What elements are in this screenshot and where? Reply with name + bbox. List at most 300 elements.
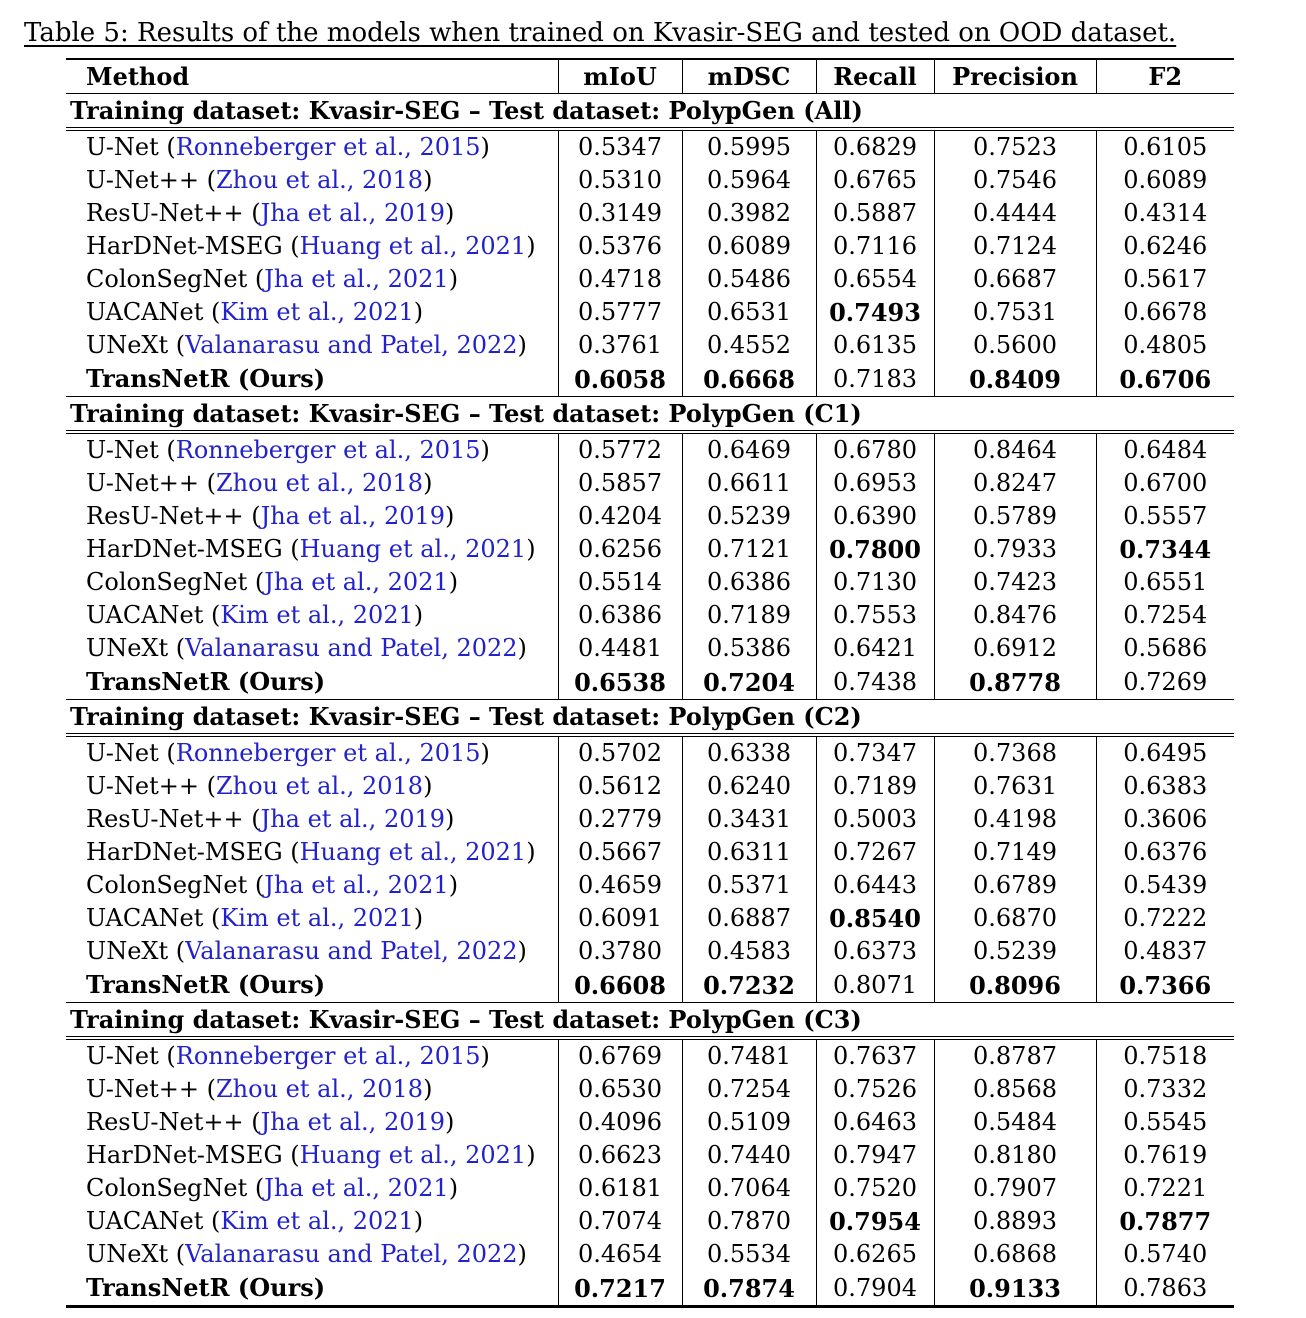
method-cell (66, 362, 558, 397)
value-cell: 0.7121 (682, 533, 816, 566)
value-cell: 0.6463 (816, 1106, 934, 1139)
value-cell: 0.7221 (1096, 1172, 1234, 1205)
method-name: UNeXt (86, 331, 169, 359)
method-name: U-Net++ (86, 166, 199, 194)
value-cell: 0.7637 (816, 1038, 934, 1073)
value-cell: 0.6240 (682, 770, 816, 803)
value-cell: 0.6469 (682, 432, 816, 467)
table-row (66, 869, 1234, 902)
value-cell: 0.5964 (682, 164, 816, 197)
value-cell: 0.5702 (558, 735, 682, 770)
section-header: Training dataset: Kvasir-SEG – Test dataset: PolypGen (C1) (66, 397, 1234, 433)
value-cell: 0.5371 (682, 869, 816, 902)
method-name: UACANet (86, 904, 204, 932)
value-cell: 0.4659 (558, 869, 682, 902)
method-name: U-Net (86, 133, 159, 161)
method-cell: UNeXt (Valanarasu and Patel, 2022) (86, 937, 527, 965)
method-name: U-Net (86, 739, 159, 767)
value-cell: 0.7267 (816, 836, 934, 869)
value-cell: 0.6386 (558, 599, 682, 632)
value-cell: 0.8778 (934, 665, 1096, 700)
table-header (66, 59, 1234, 94)
value-cell: 0.5789 (934, 500, 1096, 533)
table-row (66, 1238, 1234, 1271)
value-cell: 0.6091 (558, 902, 682, 935)
table-row (66, 329, 1234, 362)
method-cell: HarDNet-MSEG (Huang et al., 2021) (86, 838, 536, 866)
value-cell: 0.2779 (558, 803, 682, 836)
value-cell: 0.7347 (816, 735, 934, 770)
value-cell: 0.3431 (682, 803, 816, 836)
citation-link[interactable]: Valanarasu and Patel, 2022 (185, 634, 518, 662)
value-cell: 0.7124 (934, 230, 1096, 263)
method-name: ColonSegNet (86, 871, 248, 899)
value-cell: 0.9133 (934, 1271, 1096, 1307)
value-cell: 0.7149 (934, 836, 1096, 869)
section-header: Training dataset: Kvasir-SEG – Test dataset: PolypGen (C3) (66, 1003, 1234, 1039)
value-cell: 0.7954 (816, 1205, 934, 1238)
method-name: TransNetR (Ours) (86, 667, 326, 696)
value-cell: 0.7344 (1096, 533, 1234, 566)
value-cell: 0.6443 (816, 869, 934, 902)
method-cell: U-Net (Ronneberger et al., 2015) (86, 1042, 490, 1070)
value-cell: 0.5686 (1096, 632, 1234, 665)
citation-link[interactable]: Jha et al., 2019 (260, 1108, 446, 1136)
value-cell: 0.3780 (558, 935, 682, 968)
value-cell: 0.7332 (1096, 1073, 1234, 1106)
method-cell: U-Net (Ronneberger et al., 2015) (86, 739, 490, 767)
value-cell: 0.8476 (934, 599, 1096, 632)
method-cell: UACANet (Kim et al., 2021) (86, 1207, 424, 1235)
method-name: UACANet (86, 1207, 204, 1235)
value-cell: 0.3149 (558, 197, 682, 230)
citation-link[interactable]: Jha et al., 2021 (264, 568, 449, 596)
table-row (66, 500, 1234, 533)
method-name: HarDNet-MSEG (86, 535, 283, 563)
citation-link[interactable]: Ronneberger et al., 2015 (175, 739, 481, 767)
value-cell: 0.7481 (682, 1038, 816, 1073)
value-cell: 0.5486 (682, 263, 816, 296)
value-cell: 0.5667 (558, 836, 682, 869)
value-cell: 0.6668 (682, 362, 816, 397)
value-cell: 0.7553 (816, 599, 934, 632)
value-cell: 0.8409 (934, 362, 1096, 397)
value-cell: 0.6554 (816, 263, 934, 296)
value-cell: 0.6769 (558, 1038, 682, 1073)
value-cell: 0.7366 (1096, 968, 1234, 1003)
value-cell: 0.5777 (558, 296, 682, 329)
method-name: ColonSegNet (86, 568, 248, 596)
value-cell: 0.7183 (816, 362, 934, 397)
section-header-row (66, 94, 1234, 130)
value-cell: 0.4654 (558, 1238, 682, 1271)
value-cell: 0.5600 (934, 329, 1096, 362)
method-cell: U-Net++ (Zhou et al., 2018) (86, 469, 433, 497)
value-cell: 0.7189 (816, 770, 934, 803)
citation-link[interactable]: Ronneberger et al., 2015 (175, 436, 481, 464)
column-header-method: Method (66, 59, 558, 94)
value-cell: 0.5740 (1096, 1238, 1234, 1271)
table-body (66, 94, 1234, 1307)
value-cell: 0.6421 (816, 632, 934, 665)
table-row (66, 432, 1234, 467)
table-row (66, 164, 1234, 197)
table-row (66, 1106, 1234, 1139)
table-row (66, 968, 1234, 1003)
table-row (66, 902, 1234, 935)
value-cell: 0.8464 (934, 432, 1096, 467)
value-cell: 0.7232 (682, 968, 816, 1003)
method-name: TransNetR (Ours) (86, 364, 326, 393)
table-row (66, 362, 1234, 397)
value-cell: 0.6700 (1096, 467, 1234, 500)
section-header: Training dataset: Kvasir-SEG – Test dataset: PolypGen (All) (66, 94, 1234, 130)
value-cell: 0.7933 (934, 533, 1096, 566)
value-cell: 0.5239 (682, 500, 816, 533)
method-name: UACANet (86, 601, 204, 629)
value-cell: 0.4805 (1096, 329, 1234, 362)
value-cell: 0.6868 (934, 1238, 1096, 1271)
method-cell: U-Net (Ronneberger et al., 2015) (86, 133, 490, 161)
value-cell: 0.7907 (934, 1172, 1096, 1205)
citation-link[interactable]: Jha et al., 2019 (260, 502, 446, 530)
value-cell: 0.6912 (934, 632, 1096, 665)
value-cell: 0.4718 (558, 263, 682, 296)
value-cell: 0.7189 (682, 599, 816, 632)
method-name: TransNetR (Ours) (86, 970, 326, 999)
method-name: ColonSegNet (86, 265, 248, 293)
table-row (66, 836, 1234, 869)
method-name: HarDNet-MSEG (86, 232, 283, 260)
value-cell: 0.6608 (558, 968, 682, 1003)
table-row (66, 1205, 1234, 1238)
method-cell: UNeXt (Valanarasu and Patel, 2022) (86, 634, 527, 662)
method-name: HarDNet-MSEG (86, 838, 283, 866)
method-cell: ColonSegNet (Jha et al., 2021) (86, 871, 459, 899)
value-cell: 0.4204 (558, 500, 682, 533)
citation-link[interactable]: Kim et al., 2021 (220, 1207, 414, 1235)
method-cell (66, 1271, 558, 1307)
citation-link[interactable]: Ronneberger et al., 2015 (175, 133, 481, 161)
citation-link[interactable]: Huang et al., 2021 (299, 535, 527, 563)
method-name: ColonSegNet (86, 1174, 248, 1202)
value-cell: 0.6530 (558, 1073, 682, 1106)
citation-link[interactable]: Zhou et al., 2018 (215, 469, 424, 497)
table-row (66, 665, 1234, 700)
value-cell: 0.7877 (1096, 1205, 1234, 1238)
citation-link[interactable]: Kim et al., 2021 (220, 904, 414, 932)
value-cell: 0.4096 (558, 1106, 682, 1139)
value-cell: 0.7130 (816, 566, 934, 599)
value-cell: 0.6551 (1096, 566, 1234, 599)
method-name: U-Net++ (86, 469, 199, 497)
citation-link[interactable]: Kim et al., 2021 (220, 601, 414, 629)
value-cell: 0.6780 (816, 432, 934, 467)
value-cell: 0.6531 (682, 296, 816, 329)
citation-link[interactable]: Jha et al., 2021 (264, 1174, 449, 1202)
value-cell: 0.7064 (682, 1172, 816, 1205)
value-cell: 0.6386 (682, 566, 816, 599)
section-header: Training dataset: Kvasir-SEG – Test dataset: PolypGen (C2) (66, 700, 1234, 736)
value-cell: 0.5109 (682, 1106, 816, 1139)
table-row (66, 935, 1234, 968)
method-name: TransNetR (Ours) (86, 1273, 326, 1302)
value-cell: 0.7520 (816, 1172, 934, 1205)
value-cell: 0.5310 (558, 164, 682, 197)
value-cell: 0.6887 (682, 902, 816, 935)
column-header-f2: F2 (1096, 59, 1234, 94)
value-cell: 0.7526 (816, 1073, 934, 1106)
method-name: UNeXt (86, 1240, 169, 1268)
value-cell: 0.6390 (816, 500, 934, 533)
value-cell: 0.6484 (1096, 432, 1234, 467)
method-name: U-Net (86, 1042, 159, 1070)
method-name: ResU-Net++ (86, 502, 244, 530)
value-cell: 0.7619 (1096, 1139, 1234, 1172)
method-name: UACANet (86, 298, 204, 326)
value-cell: 0.8893 (934, 1205, 1096, 1238)
value-cell: 0.7204 (682, 665, 816, 700)
method-cell: ResU-Net++ (Jha et al., 2019) (86, 199, 455, 227)
table-row (66, 263, 1234, 296)
citation-link[interactable]: Valanarasu and Patel, 2022 (185, 331, 518, 359)
value-cell: 0.5514 (558, 566, 682, 599)
value-cell: 0.7947 (816, 1139, 934, 1172)
citation-link[interactable]: Jha et al., 2021 (264, 871, 449, 899)
method-cell: UACANet (Kim et al., 2021) (86, 904, 424, 932)
value-cell: 0.6265 (816, 1238, 934, 1271)
value-cell: 0.6058 (558, 362, 682, 397)
method-cell: ColonSegNet (Jha et al., 2021) (86, 1174, 459, 1202)
value-cell: 0.4481 (558, 632, 682, 665)
value-cell: 0.7440 (682, 1139, 816, 1172)
table-row (66, 1139, 1234, 1172)
method-name: HarDNet-MSEG (86, 1141, 283, 1169)
table-row (66, 467, 1234, 500)
table-row (66, 1271, 1234, 1307)
citation-link[interactable]: Huang et al., 2021 (299, 1141, 527, 1169)
method-name: ResU-Net++ (86, 805, 244, 833)
value-cell: 0.6383 (1096, 770, 1234, 803)
method-cell: UNeXt (Valanarasu and Patel, 2022) (86, 331, 527, 359)
method-cell: U-Net++ (Zhou et al., 2018) (86, 166, 433, 194)
value-cell: 0.6611 (682, 467, 816, 500)
value-cell: 0.8568 (934, 1073, 1096, 1106)
value-cell: 0.8096 (934, 968, 1096, 1003)
table-row (66, 533, 1234, 566)
value-cell: 0.7493 (816, 296, 934, 329)
value-cell: 0.6687 (934, 263, 1096, 296)
value-cell: 0.5772 (558, 432, 682, 467)
citation-link[interactable]: Kim et al., 2021 (220, 298, 414, 326)
value-cell: 0.4314 (1096, 197, 1234, 230)
method-cell: UACANet (Kim et al., 2021) (86, 601, 424, 629)
value-cell: 0.5534 (682, 1238, 816, 1271)
method-name: U-Net++ (86, 1075, 199, 1103)
value-cell: 0.7368 (934, 735, 1096, 770)
method-name: UNeXt (86, 634, 169, 662)
table-row (66, 129, 1234, 164)
method-name: U-Net++ (86, 772, 199, 800)
value-cell: 0.6953 (816, 467, 934, 500)
value-cell: 0.5557 (1096, 500, 1234, 533)
value-cell: 0.5612 (558, 770, 682, 803)
value-cell: 0.7254 (1096, 599, 1234, 632)
method-cell (66, 665, 558, 700)
method-name: U-Net (86, 436, 159, 464)
value-cell: 0.6373 (816, 935, 934, 968)
value-cell: 0.5484 (934, 1106, 1096, 1139)
value-cell: 0.6495 (1096, 735, 1234, 770)
citation-link[interactable]: Valanarasu and Patel, 2022 (185, 1240, 518, 1268)
value-cell: 0.6829 (816, 129, 934, 164)
method-cell: UACANet (Kim et al., 2021) (86, 298, 424, 326)
value-cell: 0.6765 (816, 164, 934, 197)
value-cell: 0.8180 (934, 1139, 1096, 1172)
value-cell: 0.4552 (682, 329, 816, 362)
citation-link[interactable]: Jha et al., 2021 (264, 265, 449, 293)
value-cell: 0.4583 (682, 935, 816, 968)
value-cell: 0.5439 (1096, 869, 1234, 902)
value-cell: 0.5617 (1096, 263, 1234, 296)
value-cell: 0.7222 (1096, 902, 1234, 935)
section-header-row (66, 700, 1234, 736)
method-name: ResU-Net++ (86, 199, 244, 227)
value-cell: 0.6870 (934, 902, 1096, 935)
table-row (66, 770, 1234, 803)
table-row (66, 1073, 1234, 1106)
method-cell (66, 968, 558, 1003)
method-cell: U-Net++ (Zhou et al., 2018) (86, 1075, 433, 1103)
value-cell: 0.6089 (1096, 164, 1234, 197)
value-cell: 0.7217 (558, 1271, 682, 1307)
value-cell: 0.7874 (682, 1271, 816, 1307)
value-cell: 0.6338 (682, 735, 816, 770)
method-cell: HarDNet-MSEG (Huang et al., 2021) (86, 232, 536, 260)
header-row (66, 59, 1234, 94)
value-cell: 0.7423 (934, 566, 1096, 599)
method-cell: HarDNet-MSEG (Huang et al., 2021) (86, 1141, 536, 1169)
method-name: ResU-Net++ (86, 1108, 244, 1136)
method-cell: ResU-Net++ (Jha et al., 2019) (86, 502, 455, 530)
column-header-miou: mIoU (558, 59, 682, 94)
table-row (66, 230, 1234, 263)
value-cell: 0.7863 (1096, 1271, 1234, 1307)
results-table (66, 58, 1234, 1308)
value-cell: 0.7631 (934, 770, 1096, 803)
value-cell: 0.4837 (1096, 935, 1234, 968)
value-cell: 0.8540 (816, 902, 934, 935)
citation-link[interactable]: Huang et al., 2021 (299, 838, 527, 866)
value-cell: 0.5347 (558, 129, 682, 164)
method-cell: ResU-Net++ (Jha et al., 2019) (86, 805, 455, 833)
citation-link[interactable]: Zhou et al., 2018 (215, 166, 424, 194)
value-cell: 0.5239 (934, 935, 1096, 968)
table-row (66, 632, 1234, 665)
value-cell: 0.5003 (816, 803, 934, 836)
value-cell: 0.6105 (1096, 129, 1234, 164)
value-cell: 0.8787 (934, 1038, 1096, 1073)
value-cell: 0.8071 (816, 968, 934, 1003)
value-cell: 0.6311 (682, 836, 816, 869)
table-row (66, 803, 1234, 836)
table-row (66, 1038, 1234, 1073)
citation-link[interactable]: Ronneberger et al., 2015 (175, 1042, 481, 1070)
value-cell: 0.6089 (682, 230, 816, 263)
citation-link[interactable]: Zhou et al., 2018 (215, 772, 424, 800)
value-cell: 0.5887 (816, 197, 934, 230)
citation-link[interactable]: Huang et al., 2021 (299, 232, 527, 260)
value-cell: 0.6538 (558, 665, 682, 700)
table-row (66, 197, 1234, 230)
value-cell: 0.7870 (682, 1205, 816, 1238)
method-cell: ColonSegNet (Jha et al., 2021) (86, 568, 459, 596)
value-cell: 0.5386 (682, 632, 816, 665)
section-header-row (66, 397, 1234, 433)
value-cell: 0.5376 (558, 230, 682, 263)
method-cell: U-Net (Ronneberger et al., 2015) (86, 436, 490, 464)
value-cell: 0.6706 (1096, 362, 1234, 397)
value-cell: 0.3761 (558, 329, 682, 362)
column-header-precision: Precision (934, 59, 1096, 94)
value-cell: 0.7531 (934, 296, 1096, 329)
table-row (66, 735, 1234, 770)
value-cell: 0.6678 (1096, 296, 1234, 329)
table-row (66, 599, 1234, 632)
value-cell: 0.5995 (682, 129, 816, 164)
value-cell: 0.5545 (1096, 1106, 1234, 1139)
method-cell: U-Net++ (Zhou et al., 2018) (86, 772, 433, 800)
value-cell: 0.4198 (934, 803, 1096, 836)
value-cell: 0.3606 (1096, 803, 1234, 836)
method-cell: HarDNet-MSEG (Huang et al., 2021) (86, 535, 536, 563)
method-cell: ColonSegNet (Jha et al., 2021) (86, 265, 459, 293)
value-cell: 0.7800 (816, 533, 934, 566)
table-row (66, 296, 1234, 329)
value-cell: 0.7254 (682, 1073, 816, 1106)
value-cell: 0.7269 (1096, 665, 1234, 700)
value-cell: 0.7904 (816, 1271, 934, 1307)
value-cell: 0.6246 (1096, 230, 1234, 263)
value-cell: 0.4444 (934, 197, 1096, 230)
citation-link[interactable]: Jha et al., 2019 (260, 805, 446, 833)
value-cell: 0.6376 (1096, 836, 1234, 869)
citation-link[interactable]: Jha et al., 2019 (260, 199, 446, 227)
value-cell: 0.7546 (934, 164, 1096, 197)
citation-link[interactable]: Valanarasu and Patel, 2022 (185, 937, 518, 965)
value-cell: 0.6135 (816, 329, 934, 362)
table-caption: Table 5: Results of the models when trained on Kvasir-SEG and tested on OOD dataset. (24, 18, 1177, 48)
value-cell: 0.7523 (934, 129, 1096, 164)
column-header-mdsc: mDSC (682, 59, 816, 94)
method-cell: UNeXt (Valanarasu and Patel, 2022) (86, 1240, 527, 1268)
value-cell: 0.7438 (816, 665, 934, 700)
table-row (66, 1172, 1234, 1205)
value-cell: 0.7116 (816, 230, 934, 263)
column-header-recall: Recall (816, 59, 934, 94)
value-cell: 0.7518 (1096, 1038, 1234, 1073)
value-cell: 0.5857 (558, 467, 682, 500)
value-cell: 0.8247 (934, 467, 1096, 500)
value-cell: 0.6181 (558, 1172, 682, 1205)
value-cell: 0.3982 (682, 197, 816, 230)
citation-link[interactable]: Zhou et al., 2018 (215, 1075, 424, 1103)
value-cell: 0.6789 (934, 869, 1096, 902)
value-cell: 0.6623 (558, 1139, 682, 1172)
section-header-row (66, 1003, 1234, 1039)
value-cell: 0.6256 (558, 533, 682, 566)
method-cell: ResU-Net++ (Jha et al., 2019) (86, 1108, 455, 1136)
